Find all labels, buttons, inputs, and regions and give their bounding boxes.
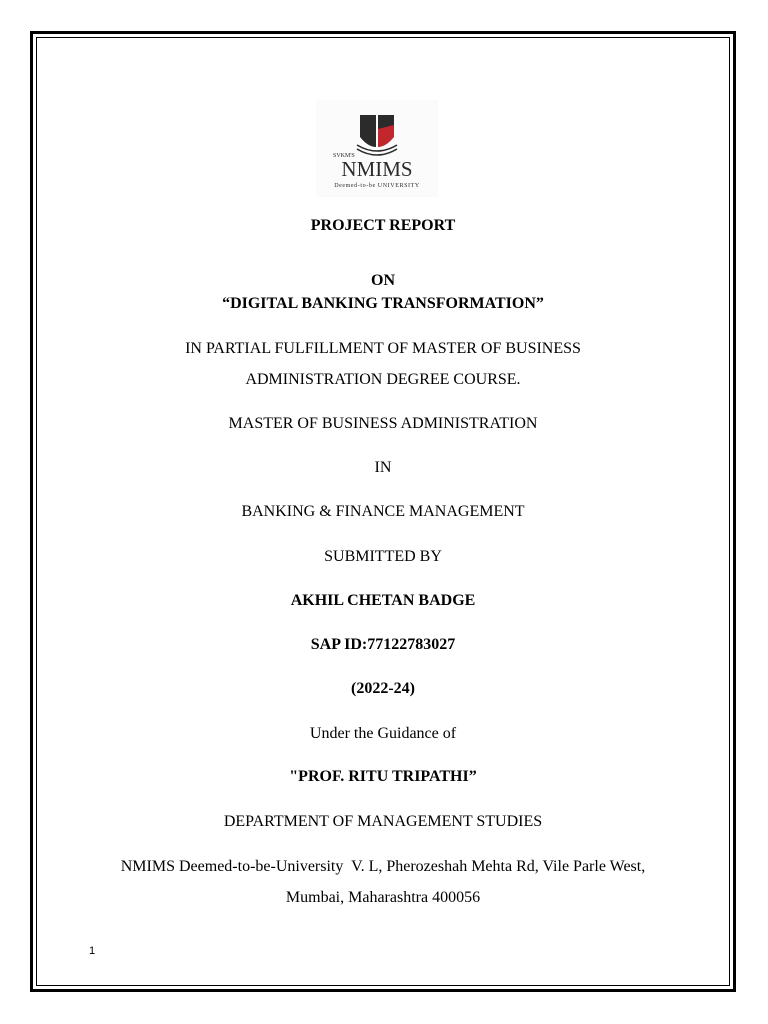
logo-small-text: SVKM'S [333, 153, 355, 159]
student-name: AKHIL CHETAN BADGE [290, 592, 476, 609]
fulfillment-line-2: ADMINISTRATION DEGREE COURSE. [245, 371, 521, 388]
sap-id: SAP ID:77122783027 [310, 636, 456, 653]
report-title: “DIGITAL BANKING TRANSFORMATION” [222, 295, 544, 312]
nmims-logo [317, 101, 437, 196]
address-line-1: NMIMS Deemed-to-be-University V. L, Pherozeshah Mehta Rd, Vile Parle West, [120, 858, 646, 875]
logo-name: NMIMS [341, 157, 413, 181]
specialization: BANKING & FINANCE MANAGEMENT [241, 503, 525, 520]
page-number: 1 [89, 945, 96, 957]
shield-icon [357, 115, 397, 155]
nmims-logo-image [317, 101, 437, 196]
in-label: IN [374, 459, 392, 476]
department-name: DEPARTMENT OF MANAGEMENT STUDIES [223, 813, 543, 830]
guidance-label: Under the Guidance of [309, 725, 457, 742]
report-heading: PROJECT REPORT [310, 217, 456, 234]
degree-name: MASTER OF BUSINESS ADMINISTRATION [228, 415, 538, 432]
address-line-2: Mumbai, Maharashtra 400056 [285, 889, 481, 906]
submitted-by-label: SUBMITTED BY [324, 548, 442, 565]
fulfillment-line-1: IN PARTIAL FULFILLMENT OF MASTER OF BUSINESS [185, 340, 581, 357]
guide-name: "PROF. RITU TRIPATHI” [289, 768, 477, 785]
logo-tagline: Deemed-to-be UNIVERSITY [334, 183, 420, 189]
on-label: ON [371, 272, 395, 289]
batch-years: (2022-24) [351, 680, 415, 697]
